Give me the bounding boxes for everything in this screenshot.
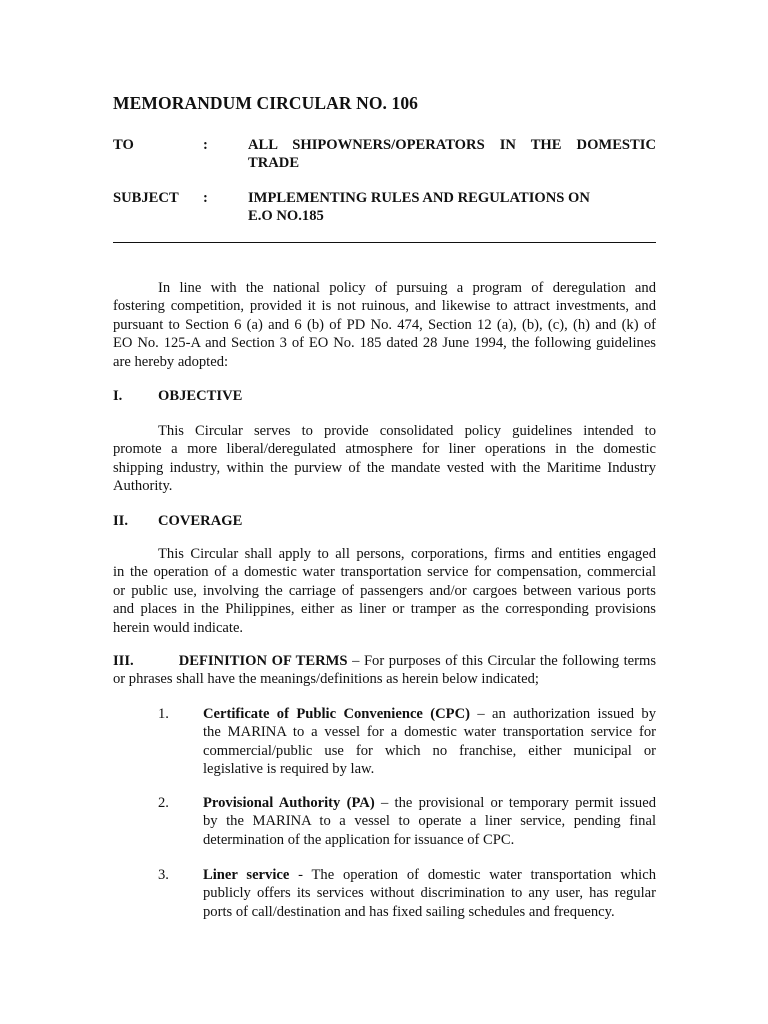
definition-text: – the provisional or temporary permit issued	[374, 795, 656, 811]
coverage-line: or public use, involving the carriage of passengers and/or cargoes between various ports	[113, 582, 656, 599]
section-label: OBJECTIVE	[158, 388, 243, 404]
objective-line: promote a more liberal/deregulated atmosphere for liner operations in the domestic	[113, 441, 656, 458]
intro-line: EO No. 125-A and Section 3 of EO No. 185 dated 28 June 1994, the following guidelines	[113, 335, 656, 352]
document-title: MEMORANDUM CIRCULAR NO. 106	[113, 93, 419, 113]
definition-body	[203, 705, 656, 779]
intro-line: pursuant to Section 6 (a) and 6 (b) of PD No. 474, Section 12 (a), (b), (c), (h) and (k) of	[113, 316, 656, 333]
subject-value-line: E.O NO.185	[248, 208, 324, 224]
definition-body	[203, 866, 656, 921]
section-number: III.	[113, 653, 134, 669]
definition-line: commercial/public use for which no franchise, either municipal or	[203, 742, 656, 759]
definition-intro-line	[113, 652, 656, 670]
definition-intro-rest: – For purposes of this Circular the following terms	[347, 653, 656, 669]
objective-line: This Circular serves to provide consolidated policy guidelines intended to	[158, 423, 656, 439]
coverage-line: This Circular shall apply to all persons, corporations, firms and entities engaged	[158, 546, 656, 562]
definition-term: Certificate of Public Convenience (CPC)	[203, 706, 470, 722]
definition-line: by the MARINA to a vessel to operate a liner service, pending final	[203, 813, 656, 830]
definition-line	[203, 866, 656, 884]
definition-number: 3.	[158, 867, 169, 883]
section-label: DEFINITION OF TERMS	[178, 653, 348, 669]
to-value	[248, 136, 656, 172]
definition-number: 1.	[158, 706, 169, 722]
definition-term: Provisional Authority (PA)	[203, 795, 375, 811]
subject-value-line: IMPLEMENTING RULES AND REGULATIONS ON	[248, 190, 590, 206]
definition-line	[203, 794, 656, 812]
definition-line: determination of the application for issuance of CPC.	[203, 831, 515, 848]
coverage-paragraph	[113, 545, 656, 637]
definition-intro-line: or phrases shall have the meanings/definitions as herein below indicated;	[113, 671, 539, 688]
coverage-line: herein would indicate.	[113, 619, 244, 636]
definition-line: publicly offers its services without discrimination to any user, has regular	[203, 885, 656, 902]
intro-line: In line with the national policy of pursuing a program of deregulation and	[158, 280, 656, 296]
header-divider	[113, 242, 656, 243]
intro-paragraph	[113, 279, 656, 371]
definition-line	[203, 705, 656, 723]
intro-line: fostering competition, provided it is not ruinous, and likewise to attract investments, and	[113, 298, 656, 315]
objective-line: shipping industry, within the purview of the mandate vested with the Maritime Industry	[113, 459, 656, 476]
definition-number: 2.	[158, 795, 169, 811]
section-number: I.	[113, 388, 123, 404]
to-value-line: ALL SHIPOWNERS/OPERATORS IN THE DOMESTIC	[248, 137, 656, 153]
subject-colon: :	[203, 190, 208, 206]
definition-line: legislative is required by law.	[203, 761, 375, 778]
objective-paragraph	[113, 422, 656, 496]
to-colon: :	[203, 137, 208, 153]
intro-line: are hereby adopted:	[113, 353, 229, 370]
section-number: II.	[113, 513, 129, 529]
section-label: COVERAGE	[158, 513, 243, 529]
definition-term: Liner service	[203, 867, 290, 883]
definition-line: the MARINA to a vessel for a domestic water transportation service for	[203, 724, 656, 741]
coverage-line: in the operation of a domestic water transportation service for compensation, commercial	[113, 564, 656, 581]
subject-label: SUBJECT	[113, 190, 179, 206]
definition-of-terms-paragraph	[113, 652, 656, 689]
to-value-line: TRADE	[248, 155, 300, 171]
subject-value	[248, 189, 656, 225]
definition-line: ports of call/destination and has fixed sailing schedules and frequency.	[203, 903, 615, 920]
coverage-line: and places in the Philippines, either as liner or tramper as the corresponding provisions	[113, 601, 656, 618]
definition-body	[203, 794, 656, 849]
to-label: TO	[113, 137, 134, 153]
definition-text: – an authorization issued by	[469, 706, 656, 722]
definition-text: - The operation of domestic water transportation which	[289, 867, 656, 883]
objective-line: Authority.	[113, 478, 173, 495]
